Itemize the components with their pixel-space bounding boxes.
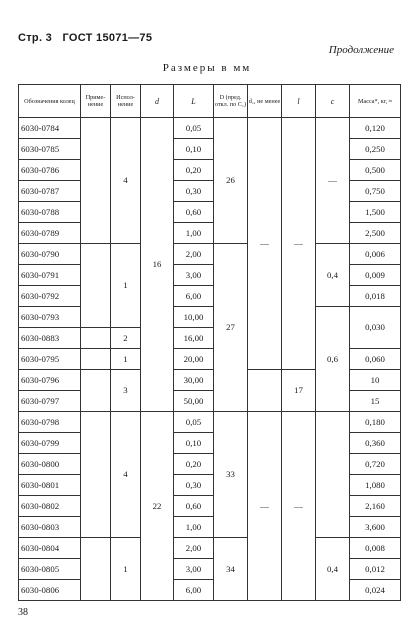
col-header-D: D (пред. откл. по C₁) bbox=[214, 85, 248, 118]
table-row bbox=[19, 538, 401, 559]
page-number: 38 bbox=[18, 607, 28, 618]
variant-cell: 2 bbox=[111, 328, 141, 349]
table-caption: Размеры в мм bbox=[162, 62, 252, 74]
L-cell: 1,00 bbox=[174, 223, 214, 244]
c-cell bbox=[316, 412, 350, 538]
dimensions-table bbox=[18, 84, 401, 601]
mass-cell: 0,012 bbox=[350, 559, 401, 580]
mass-cell: 1,080 bbox=[350, 475, 401, 496]
L-cell: 0,30 bbox=[174, 475, 214, 496]
application-cell bbox=[81, 328, 111, 349]
D-cell bbox=[248, 370, 282, 412]
L-cell: 0,20 bbox=[174, 160, 214, 181]
table-header-row bbox=[19, 85, 401, 118]
L-cell: 6,00 bbox=[174, 580, 214, 601]
designation-cell: 6030-0883 bbox=[19, 328, 81, 349]
mass-cell: 0,030 bbox=[350, 307, 401, 349]
mass-cell: 0,360 bbox=[350, 433, 401, 454]
d1-cell: 17 bbox=[282, 370, 316, 412]
col-header-c: c bbox=[316, 85, 350, 118]
d1-cell: — bbox=[248, 412, 282, 601]
mass-cell: 0,008 bbox=[350, 538, 401, 559]
designation-cell: 6030-0804 bbox=[19, 538, 81, 559]
D-cell: 34 bbox=[214, 538, 248, 601]
col-header-mass: Масса*, кг, ≈ bbox=[350, 85, 401, 118]
designation-cell: 6030-0790 bbox=[19, 244, 81, 265]
mass-cell: 0,250 bbox=[350, 139, 401, 160]
mass-cell: 0,024 bbox=[350, 580, 401, 601]
designation-cell: 6030-0786 bbox=[19, 160, 81, 181]
designation-cell: 6030-0792 bbox=[19, 286, 81, 307]
mass-cell: 3,600 bbox=[350, 517, 401, 538]
designation-cell: 6030-0799 bbox=[19, 433, 81, 454]
application-cell bbox=[81, 538, 111, 601]
L-cell: 2,00 bbox=[174, 538, 214, 559]
L-cell: 3,00 bbox=[174, 265, 214, 286]
mass-cell: 0,720 bbox=[350, 454, 401, 475]
d1-cell: — bbox=[248, 118, 282, 370]
designation-cell: 6030-0798 bbox=[19, 412, 81, 433]
designation-cell: 6030-0800 bbox=[19, 454, 81, 475]
d-cell: 16 bbox=[141, 118, 174, 412]
L-cell: 16,00 bbox=[174, 328, 214, 349]
designation-cell: 6030-0806 bbox=[19, 580, 81, 601]
variant-cell: 3 bbox=[111, 370, 141, 412]
mass-cell: 0,500 bbox=[350, 160, 401, 181]
mass-cell: 0,009 bbox=[350, 265, 401, 286]
mass-cell: 0,006 bbox=[350, 244, 401, 265]
col-header-d: d bbox=[141, 85, 174, 118]
L-cell: 30,00 bbox=[174, 370, 214, 391]
designation-cell: 6030-0802 bbox=[19, 496, 81, 517]
table-row bbox=[19, 412, 401, 433]
L-cell: 0,10 bbox=[174, 433, 214, 454]
l-cell: 10 bbox=[350, 370, 401, 391]
L-cell: 0,60 bbox=[174, 202, 214, 223]
table-row bbox=[19, 244, 401, 265]
designation-cell: 6030-0793 bbox=[19, 307, 81, 328]
mass-cell: 0,750 bbox=[350, 181, 401, 202]
running-header bbox=[18, 32, 159, 44]
col-header-variant: Испол-нение bbox=[111, 85, 141, 118]
mass-cell: 1,500 bbox=[350, 202, 401, 223]
L-cell: 0,20 bbox=[174, 454, 214, 475]
col-header-designation: Обозначения колец bbox=[19, 85, 81, 118]
L-cell: 0,60 bbox=[174, 496, 214, 517]
variant-cell: 1 bbox=[111, 244, 141, 328]
variant-cell: 1 bbox=[111, 538, 141, 601]
designation-cell: 6030-0785 bbox=[19, 139, 81, 160]
designation-cell: 6030-0784 bbox=[19, 118, 81, 139]
L-cell: 20,00 bbox=[174, 349, 214, 370]
D-cell: 26 bbox=[214, 118, 248, 244]
L-cell: 2,00 bbox=[174, 244, 214, 265]
L-cell: 0,10 bbox=[174, 139, 214, 160]
designation-cell: 6030-0795 bbox=[19, 349, 81, 370]
c-cell: — bbox=[316, 118, 350, 244]
L-cell: 0,05 bbox=[174, 412, 214, 433]
D-cell: 33 bbox=[214, 412, 248, 538]
d-cell: 22 bbox=[141, 412, 174, 601]
l-cell: 15 bbox=[350, 391, 401, 412]
D-cell: 27 bbox=[214, 244, 248, 412]
continuation-note: Продолжение bbox=[328, 44, 394, 56]
mass-cell: 0,180 bbox=[350, 412, 401, 433]
c-cell: 0,6 bbox=[316, 307, 350, 412]
designation-cell: 6030-0789 bbox=[19, 223, 81, 244]
designation-cell: 6030-0803 bbox=[19, 517, 81, 538]
variant-cell: 1 bbox=[111, 349, 141, 370]
c-cell: 0,4 bbox=[316, 244, 350, 307]
standard-number: ГОСТ 15071—75 bbox=[62, 32, 153, 44]
L-cell: 10,00 bbox=[174, 307, 214, 328]
application-cell bbox=[81, 370, 111, 412]
designation-cell: 6030-0796 bbox=[19, 370, 81, 391]
mass-cell: 0,060 bbox=[350, 349, 401, 370]
designation-cell: 6030-0801 bbox=[19, 475, 81, 496]
application-cell bbox=[81, 349, 111, 370]
l-cell: — bbox=[282, 412, 316, 601]
page-label: Стр. 3 bbox=[18, 32, 53, 44]
L-cell: 1,00 bbox=[174, 517, 214, 538]
designation-cell: 6030-0788 bbox=[19, 202, 81, 223]
designation-cell: 6030-0791 bbox=[19, 265, 81, 286]
table-row bbox=[19, 307, 401, 328]
application-cell bbox=[81, 118, 111, 244]
table-row bbox=[19, 118, 401, 139]
col-header-d1: d₁, не менее bbox=[248, 85, 282, 118]
mass-cell: 2,500 bbox=[350, 223, 401, 244]
L-cell: 3,00 bbox=[174, 559, 214, 580]
designation-cell: 6030-0787 bbox=[19, 181, 81, 202]
l-cell: — bbox=[282, 118, 316, 370]
designation-cell: 6030-0797 bbox=[19, 391, 81, 412]
L-cell: 0,30 bbox=[174, 181, 214, 202]
col-header-application: Приме-нение bbox=[81, 85, 111, 118]
variant-cell: 4 bbox=[111, 412, 141, 538]
L-cell: 6,00 bbox=[174, 286, 214, 307]
designation-cell: 6030-0805 bbox=[19, 559, 81, 580]
mass-cell: 0,018 bbox=[350, 286, 401, 307]
col-header-l: l bbox=[282, 85, 316, 118]
col-header-L: L bbox=[174, 85, 214, 118]
application-cell bbox=[81, 244, 111, 328]
mass-cell: 2,160 bbox=[350, 496, 401, 517]
L-cell: 0,05 bbox=[174, 118, 214, 139]
application-cell bbox=[81, 412, 111, 538]
variant-cell: 4 bbox=[111, 118, 141, 244]
mass-cell: 0,120 bbox=[350, 118, 401, 139]
L-cell: 50,00 bbox=[174, 391, 214, 412]
c-cell: 0,4 bbox=[316, 538, 350, 601]
